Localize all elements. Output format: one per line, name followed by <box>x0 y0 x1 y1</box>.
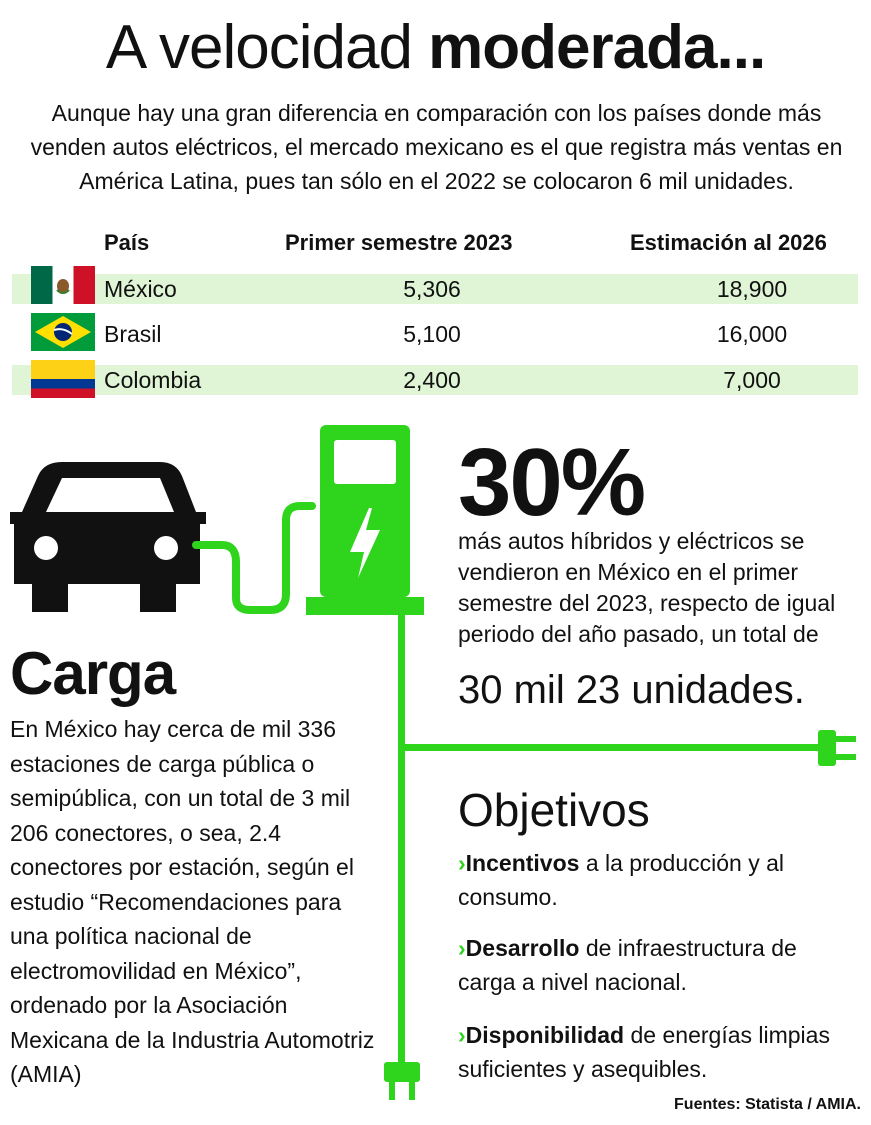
h1-2023-value: 2,400 <box>403 367 461 393</box>
intro-paragraph: Aunque hay una gran diferencia en comparación con los países donde más venden autos eléctricos, el mercado mexicano es el que registra más ventas en América Latina, pues tan sólo en el 2022 se colocaron 6 mil unidades. <box>30 100 843 194</box>
country-name: Brasil <box>104 321 162 347</box>
car-icon <box>10 462 206 612</box>
table-header-h1-2023: Primer semestre 2023 <box>285 230 513 255</box>
est-2026-value: 7,000 <box>723 367 781 393</box>
title-bold: moderada... <box>428 13 766 82</box>
stat-total: 30 mil 23 unidades. <box>458 668 805 712</box>
source-credit: Fuentes: Statista / AMIA. <box>674 1096 861 1113</box>
objective-bold: Incentivos <box>465 850 580 876</box>
objective-bold: Desarrollo <box>465 935 580 961</box>
est-2026-value: 16,000 <box>716 321 788 347</box>
carga-heading: Carga <box>10 640 176 707</box>
table-header-country: País <box>104 230 150 255</box>
carga-paragraph: En México hay cerca de mil 336 estaciones de carga pública o semipública, con un total de 3 mil 206 conectores, o sea, 2.4 conectores por estación, según el estudio “Recomendaciones para una política nacional de electromovilidad en México”, ordenado por la Asociación Mexicana de la Industria Automotriz (AMIA) <box>10 716 375 1087</box>
charging-station-icon <box>306 425 424 615</box>
country-name: México <box>104 276 177 302</box>
table-header-est-2026: Estimación al 2026 <box>630 230 827 255</box>
stat-percentage: 30% <box>458 429 645 536</box>
objective-item <box>458 1018 858 1086</box>
h1-2023-value: 5,100 <box>403 321 461 347</box>
objective-bold: Disponibilidad <box>465 1022 625 1048</box>
h1-2023-value: 5,306 <box>403 276 461 302</box>
objetivos-heading: Objetivos <box>458 784 650 836</box>
objective-text: de energías limpias suficientes y asequibles. <box>458 1022 830 1082</box>
objective-text: a la producción y al consumo. <box>458 850 785 910</box>
objective-item <box>458 931 858 999</box>
plug-icon <box>818 730 856 766</box>
chevron-right-icon: › <box>458 850 466 876</box>
plug-icon <box>384 1062 420 1100</box>
objective-item <box>458 846 858 914</box>
stat-description: más autos híbridos y eléctricos se vendieron en México en el primer semestre del 2023, respecto de igual periodo del año pasado, un total de <box>458 528 836 647</box>
title-light: A velocidad <box>105 13 429 82</box>
country-name: Colombia <box>104 367 202 393</box>
est-2026-value: 18,900 <box>716 276 788 302</box>
chevron-right-icon: › <box>458 1022 466 1048</box>
objective-text: de infraestructura de carga a nivel nacional. <box>458 935 797 995</box>
chevron-right-icon: › <box>458 935 466 961</box>
